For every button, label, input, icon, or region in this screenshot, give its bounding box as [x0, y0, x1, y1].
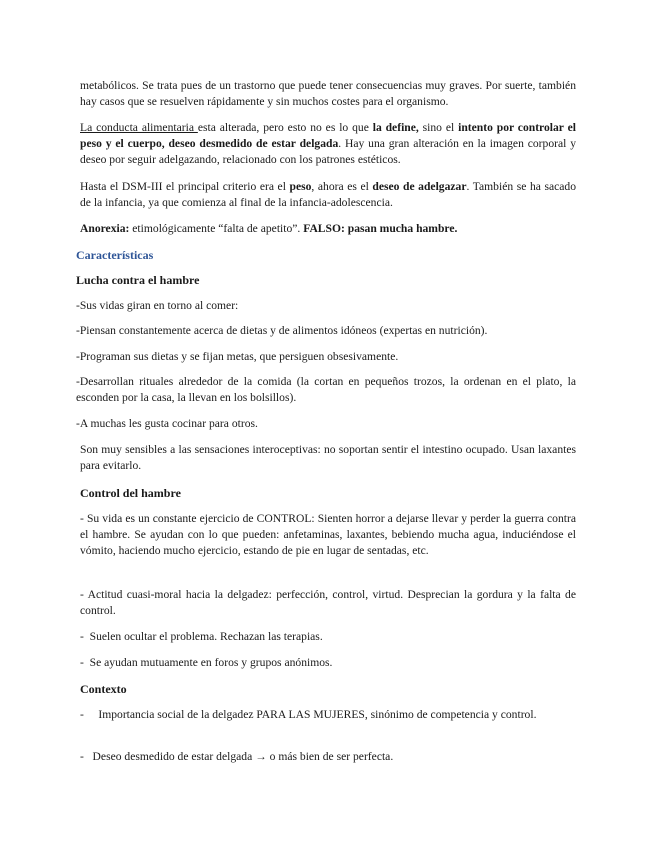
- list-item: -A muchas les gusta cocinar para otros.: [76, 417, 258, 430]
- paragraph-conducta-alimentaria: [80, 120, 576, 168]
- subheading: Contexto: [80, 682, 127, 696]
- bold-phrase: peso: [289, 180, 312, 193]
- text-run: , ahora es el: [311, 180, 373, 193]
- list-item: - Suelen ocultar el problema. Rechazan las terapias.: [80, 630, 323, 643]
- text-run: esta alterada, pero esto no es lo que: [197, 121, 373, 134]
- section-heading: Características: [76, 248, 154, 262]
- list-item: - Deseo desmedido de estar delgada → o más bien de ser perfecta.: [80, 750, 394, 763]
- paragraph-anorexia: [80, 221, 576, 237]
- list-item: -Programan sus dietas y se fijan metas, que persiguen obsesivamente.: [76, 350, 399, 363]
- bold-phrase: la define,: [372, 121, 419, 134]
- list-item: - Su vida es un constante ejercicio de CONTROL: Sienten horror a dejarse llevar y perder la guerra contra el hambre. Se ayudan con lo que pueden: anfetaminas, laxantes, bebiendo mucha agua, induciéndose el vómito, haciendo mucho ejercicio, estando de pie en lugar de sentadas, etc.: [80, 512, 576, 557]
- subheading: Control del hambre: [80, 486, 181, 500]
- paragraph-metabolicos: metabólicos. Se trata pues de un trastorno que puede tener consecuencias muy graves. Por suerte, también hay casos que se resuelven rápidamente y sin muchos costes para el organismo.: [80, 79, 576, 108]
- paragraph-sensaciones: Son muy sensibles a las sensaciones interoceptivas: no soportan sentir el intestino ocupado. Usan laxantes para evitarlo.: [80, 443, 576, 472]
- list-item: -Desarrollan rituales alrededor de la comida (la cortan en pequeños trozos, la ordenan en el plato, la esconden por la casa, la llevan en los bolsillos).: [76, 375, 576, 404]
- subheading: Lucha contra el hambre: [76, 273, 200, 287]
- bold-phrase: FALSO: pasan mucha hambre.: [303, 222, 458, 235]
- bold-phrase: intento por controlar el peso y el cuerpo, deseo desmedido de estar delgada: [80, 121, 576, 150]
- text-run: sino el: [418, 121, 459, 134]
- underlined-phrase: La conducta alimentaria: [80, 121, 198, 134]
- text-run: . Hay una gran alteración en la imagen corporal y deseo por seguir adelgazando, relacionado con los patrones estéticos.: [80, 137, 576, 166]
- list-item: - Se ayudan mutuamente en foros y grupos anónimos.: [80, 656, 333, 669]
- list-item: - Actitud cuasi-moral hacia la delgadez: perfección, control, virtud. Desprecian la gordura y la falta de control.: [80, 588, 576, 617]
- paragraph-dsm: [80, 179, 576, 211]
- text-run: Hasta el DSM-III el principal criterio era el: [80, 180, 290, 193]
- text-run: etimológicamente “falta de apetito”.: [129, 222, 304, 235]
- text-run: . También se ha sacado de la infancia, ya que comienza al final de la infancia-adolescencia.: [80, 180, 577, 209]
- bold-phrase: deseo de adelgazar: [372, 180, 467, 193]
- list-item: - Importancia social de la delgadez PARA LAS MUJERES, sinónimo de competencia y control.: [80, 708, 537, 721]
- bold-phrase: Anorexia:: [80, 222, 130, 235]
- list-item: -Sus vidas giran en torno al comer:: [76, 299, 239, 312]
- list-item: -Piensan constantemente acerca de dietas y de alimentos idóneos (expertas en nutrición).: [76, 324, 488, 337]
